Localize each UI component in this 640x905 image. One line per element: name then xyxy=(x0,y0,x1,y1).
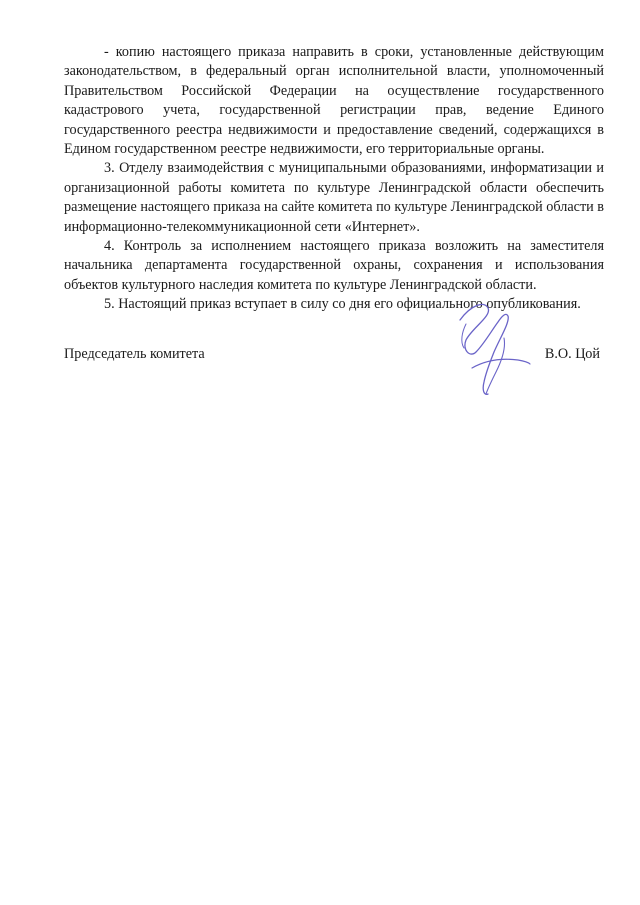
paragraph-item-4: 4. Контроль за исполнением настоящего приказа возложить на заместителя начальника департамента государственной охраны, сохранения и использования объектов культурного наследия комитета по культуре Ленинградской области. xyxy=(64,238,604,293)
signatory-title: Председатель комитета xyxy=(64,346,205,362)
paragraph-copy-distribution: - копию настоящего приказа направить в сроки, установленные действующим законодательством, в федеральный орган исполнительной власти, уполномоченный Правительством Российской Федерации на осуществление государственного кадастрового учета, государственной регистрации прав, ведение Единого государственного реестра недвижимости и предоставление сведений, содержащихся в Едином государственном реестре недвижимости, его территориальные органы. xyxy=(64,44,604,158)
order-text xyxy=(64,43,604,315)
handwritten-signature xyxy=(442,298,532,400)
signatory-name: В.О. Цой xyxy=(544,346,600,362)
paragraph-item-3: 3. Отделу взаимодействия с муниципальными образованиями, информатизации и организационной работы комитета по культуре Ленинградской области обеспечить размещение настоящего приказа на сайте комитета по культуре Ленинградской области в информационно-телекоммуникационной сети «Интернет». xyxy=(64,160,604,235)
signature-stroke-1 xyxy=(460,304,508,394)
paragraph-item-5: 5. Настоящий приказ вступает в силу со дня его официального опубликования. xyxy=(104,296,581,313)
